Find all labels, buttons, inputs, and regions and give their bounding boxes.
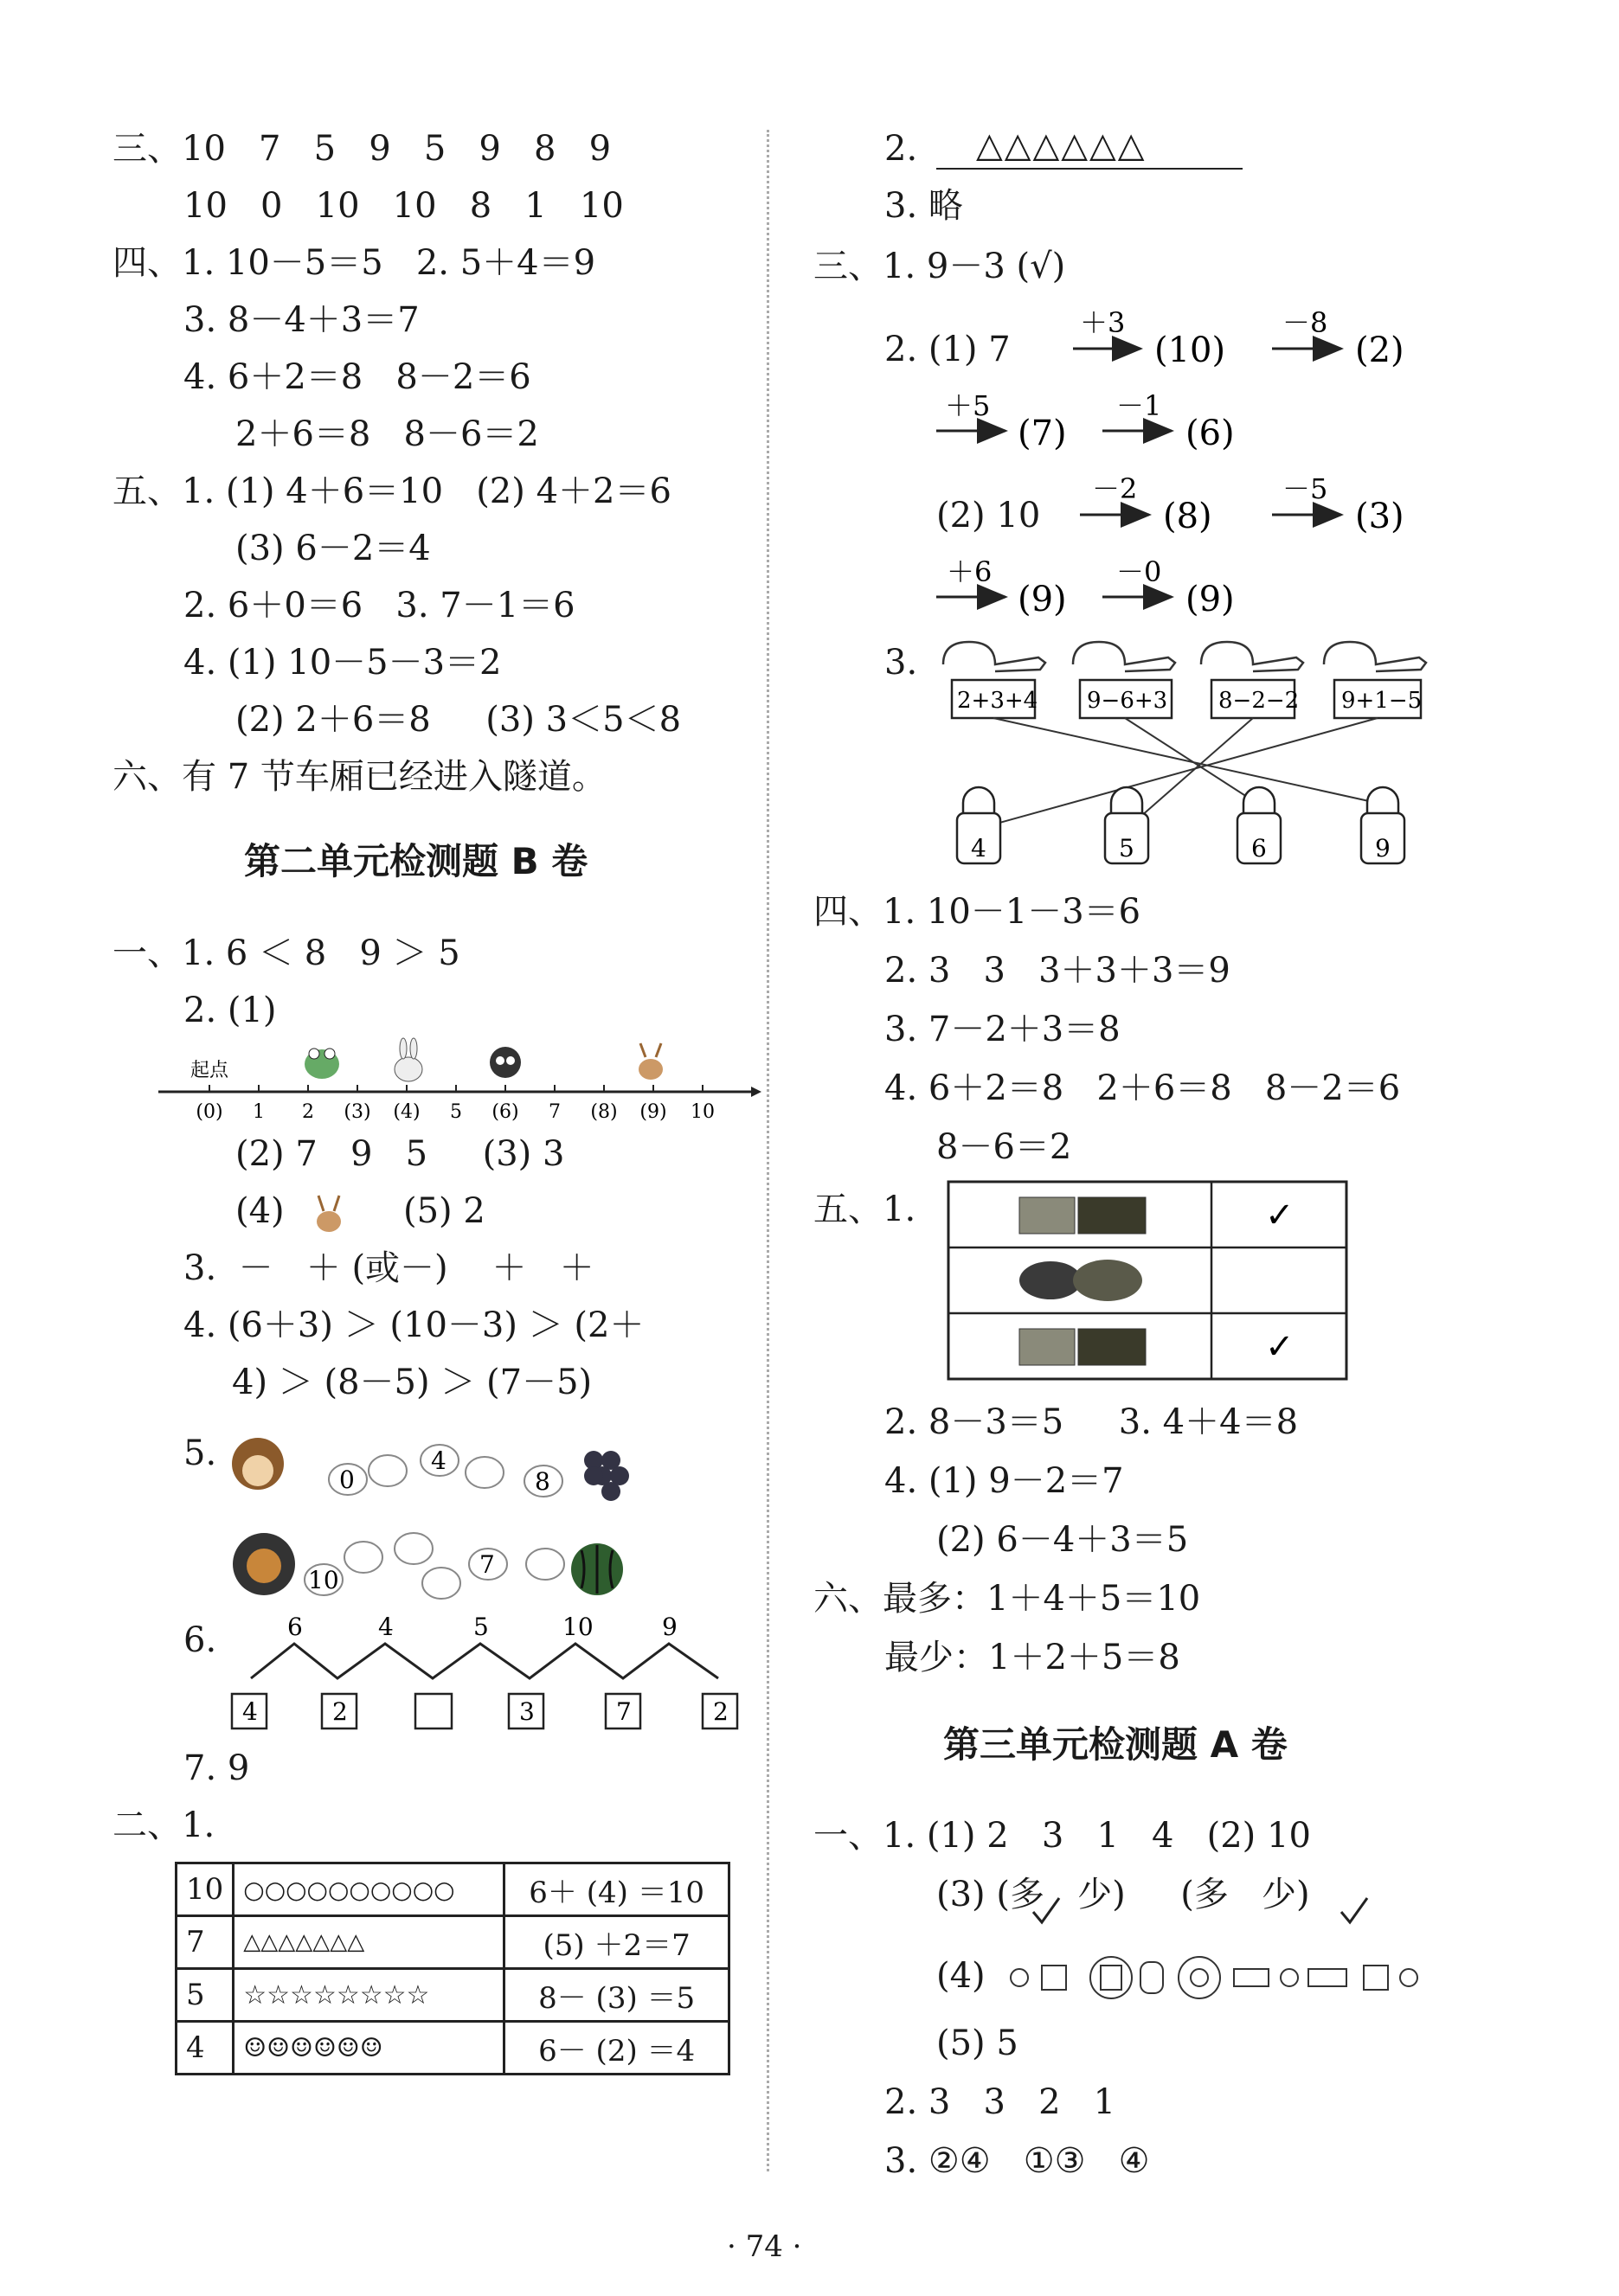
answer-line: 2＋6＝8 8－6＝2 bbox=[235, 414, 539, 454]
number-line-tick-label: (4) bbox=[393, 1101, 421, 1123]
number-line-start-label: 起点 bbox=[190, 1060, 229, 1081]
cube-icon bbox=[1364, 1966, 1388, 1990]
answer-line: 3. bbox=[884, 643, 918, 683]
sphere-icon bbox=[1400, 1969, 1417, 1986]
chain-bead-value: 8 bbox=[535, 1467, 550, 1496]
chain-bead-value: 10 bbox=[308, 1566, 339, 1594]
lock-number: 6 bbox=[1251, 834, 1267, 863]
answer-line: 3. 略 bbox=[884, 186, 963, 226]
chain-value: (2) bbox=[1355, 330, 1404, 370]
section-heading: 第三单元检测题 A 卷 bbox=[943, 1723, 1288, 1766]
answer-line: 三、10 7 5 9 5 9 8 9 bbox=[112, 129, 612, 169]
number-line-tick-label: 5 bbox=[450, 1101, 462, 1123]
table-cell-number: 7 bbox=[177, 1916, 234, 1969]
table-cell-number: 4 bbox=[177, 2022, 234, 2075]
zigzag-top-value: 6 bbox=[287, 1613, 303, 1641]
answer-line: 五、1. bbox=[813, 1190, 916, 1229]
answer-line: 4. (1) 9－2＝7 bbox=[884, 1461, 1124, 1501]
answer-line: 7. 9 bbox=[183, 1748, 250, 1788]
number-line-tick-label: 10 bbox=[691, 1101, 715, 1123]
check-mark: ✓ bbox=[1265, 1327, 1295, 1367]
table-cell-equation: 6－ (2) ＝4 bbox=[504, 2022, 729, 2075]
table-cell-number: 5 bbox=[177, 1969, 234, 2022]
chain-value: (8) bbox=[1163, 497, 1212, 536]
number-line-tick-label: 2 bbox=[302, 1101, 314, 1123]
answer-line: 2. 3 3 2 1 bbox=[884, 2082, 1116, 2122]
answer-line: 3. ②④ ①③ ④ bbox=[884, 2141, 1150, 2181]
chain-value: (6) bbox=[1185, 414, 1235, 453]
zigzag-box-value: 3 bbox=[519, 1697, 535, 1726]
sphere-icon bbox=[1191, 1969, 1208, 1986]
answer-line: 4. 6＋2＝8 2＋6＝8 8－2＝6 bbox=[884, 1068, 1401, 1108]
number-line-tick-label: (9) bbox=[639, 1101, 667, 1123]
arrow-label: －8 bbox=[1282, 306, 1328, 339]
chain-value: (9) bbox=[1185, 580, 1235, 619]
section-heading: 第二单元检测题 B 卷 bbox=[244, 840, 588, 882]
chain-value: (10) bbox=[1154, 330, 1226, 370]
arrow-label: ＋3 bbox=[1080, 306, 1126, 339]
answer-line: 2. 3 3 3＋3＋3＝9 bbox=[884, 951, 1230, 991]
lock-number: 4 bbox=[971, 834, 986, 863]
answer-line: 4. (6＋3) ＞ (10－3) ＞ (2＋ bbox=[183, 1305, 645, 1345]
answer-line: 最少：1＋2＋5＝8 bbox=[884, 1638, 1180, 1677]
key-expression: 8−2−2 bbox=[1218, 688, 1300, 714]
number-line-tick-label: (3) bbox=[344, 1101, 371, 1123]
sphere-icon bbox=[1281, 1969, 1298, 1986]
answer-line: 2. 8－3＝5 3. 4＋4＝8 bbox=[884, 1402, 1299, 1442]
answer-line: 6. bbox=[183, 1620, 217, 1660]
chain-bead-value: 7 bbox=[479, 1550, 495, 1579]
zigzag-box-value: 4 bbox=[242, 1697, 258, 1726]
answer-line: 4. 6＋2＝8 8－2＝6 bbox=[183, 357, 531, 397]
answer-line: (2) 10 bbox=[936, 496, 1041, 536]
lock-number: 9 bbox=[1375, 834, 1391, 863]
answer-line: (3) 6－2＝4 bbox=[235, 529, 431, 568]
answer-line: (4) bbox=[235, 1191, 285, 1231]
zigzag-top-value: 4 bbox=[378, 1613, 394, 1641]
answer-line: 三、1. 9－3 (√) bbox=[813, 247, 1066, 286]
answer-line: 五、1. (1) 4＋6＝10 (2) 4＋2＝6 bbox=[112, 471, 671, 511]
answer-line: 一、1. 6 ＜ 8 9 ＞ 5 bbox=[112, 933, 460, 973]
chain-bead-value: 0 bbox=[339, 1465, 355, 1494]
answer-line: 六、有 7 节车厢已经进入隧道。 bbox=[112, 757, 607, 797]
arrow-label: ＋5 bbox=[945, 389, 991, 422]
chain-value: (3) bbox=[1355, 497, 1404, 536]
answer-line: (5) 2 bbox=[403, 1191, 485, 1231]
answer-line: (2) 6－4＋3＝5 bbox=[936, 1520, 1189, 1560]
answer-line: 4. (1) 10－5－3＝2 bbox=[183, 643, 502, 683]
table-cell-number: 10 bbox=[177, 1863, 234, 1916]
triangle-answer: △△△△△△ bbox=[976, 125, 1147, 165]
chain-value: (7) bbox=[1018, 414, 1067, 453]
chain-bead-value: 4 bbox=[431, 1446, 447, 1475]
cylinder-icon bbox=[1140, 1962, 1163, 1993]
table-row bbox=[177, 2022, 729, 2075]
check-mark: ✓ bbox=[1265, 1196, 1295, 1235]
answer-line: (2) 7 9 5 (3) 3 bbox=[235, 1134, 565, 1174]
chain-value: (9) bbox=[1018, 580, 1067, 619]
arrow-label: －2 bbox=[1092, 472, 1138, 505]
number-line-tick-label: 1 bbox=[253, 1101, 265, 1123]
sphere-icon bbox=[1011, 1969, 1028, 1986]
answer-line: 8－6＝2 bbox=[936, 1127, 1072, 1167]
key-expression: 2+3+4 bbox=[957, 688, 1038, 714]
number-line-tick-label: (8) bbox=[590, 1101, 618, 1123]
answer-line: 2. bbox=[884, 129, 918, 169]
zigzag-box-value: 2 bbox=[332, 1697, 348, 1726]
table-cell-shapes: ☆☆☆☆☆☆☆☆ bbox=[234, 1969, 504, 2022]
answer-line: 一、1. (1) 2 3 1 4 (2) 10 bbox=[813, 1816, 1311, 1856]
answer-line: (3) (多 少) (多 少) bbox=[936, 1875, 1310, 1914]
page-number: · 74 · bbox=[727, 2229, 802, 2264]
answer-line: (2) 2＋6＝8 (3) 3＜5＜8 bbox=[235, 700, 682, 740]
answer-line: 10 0 10 10 8 1 10 bbox=[183, 186, 624, 226]
answer-line: 3. 7－2＋3＝8 bbox=[884, 1010, 1121, 1049]
answer-line: 2. (1) bbox=[183, 991, 277, 1030]
key-expression: 9+1−5 bbox=[1341, 688, 1423, 714]
answer-line: 3. － ＋ (或－) ＋ ＋ bbox=[183, 1248, 594, 1288]
arrow-label: ＋6 bbox=[947, 555, 993, 588]
answer-line: 2. 6＋0＝6 3. 7－1＝6 bbox=[183, 586, 575, 625]
answer-line: 二、1. bbox=[112, 1805, 215, 1845]
number-line-tick-label: (0) bbox=[196, 1101, 223, 1123]
table-cell-shapes: ☺☺☺☺☺☺ bbox=[234, 2022, 504, 2075]
table-cell-equation: (5) ＋2＝7 bbox=[504, 1916, 729, 1969]
answer-line: 四、1. 10－5＝5 2. 5＋4＝9 bbox=[112, 243, 596, 283]
answer-line: 六、最多：1＋4＋5＝10 bbox=[813, 1579, 1201, 1619]
cuboid-icon bbox=[1234, 1969, 1269, 1986]
zigzag-box-value: 7 bbox=[616, 1697, 632, 1726]
zigzag-top-value: 10 bbox=[562, 1613, 594, 1641]
answer-line: (4) bbox=[936, 1956, 986, 1996]
cuboid-icon bbox=[1308, 1969, 1346, 1986]
answer-line: 四、1. 10－1－3＝6 bbox=[813, 892, 1141, 932]
table-cell-equation: 6＋ (4) ＝10 bbox=[504, 1863, 729, 1916]
answer-line: 5. bbox=[183, 1433, 217, 1473]
arrow-label: －5 bbox=[1282, 472, 1328, 505]
zigzag-top-value: 9 bbox=[662, 1613, 678, 1641]
cube-icon bbox=[1042, 1966, 1066, 1990]
key-expression: 9−6+3 bbox=[1087, 688, 1168, 714]
number-line-tick-label: (6) bbox=[491, 1101, 519, 1123]
answer-line: 3. 8－4＋3＝7 bbox=[183, 300, 420, 340]
table-cell-shapes: △△△△△△△ bbox=[234, 1916, 504, 1969]
table-cell-shapes: ○○○○○○○○○○ bbox=[234, 1863, 504, 1916]
number-line-tick-label: 7 bbox=[549, 1101, 561, 1123]
lock-number: 5 bbox=[1119, 834, 1134, 863]
zigzag-box-value: 2 bbox=[713, 1697, 729, 1726]
arrow-label: －0 bbox=[1116, 555, 1162, 588]
answer-line: (5) 5 bbox=[936, 2023, 1018, 2063]
answer-line: 2. (1) 7 bbox=[884, 330, 1011, 369]
cube-icon bbox=[1101, 1966, 1121, 1990]
answer-line: 4) ＞ (8－5) ＞ (7－5) bbox=[232, 1363, 593, 1402]
table-cell-equation: 8－ (3) ＝5 bbox=[504, 1969, 729, 2022]
zigzag-top-value: 5 bbox=[473, 1613, 489, 1641]
arrow-label: －1 bbox=[1116, 389, 1162, 422]
